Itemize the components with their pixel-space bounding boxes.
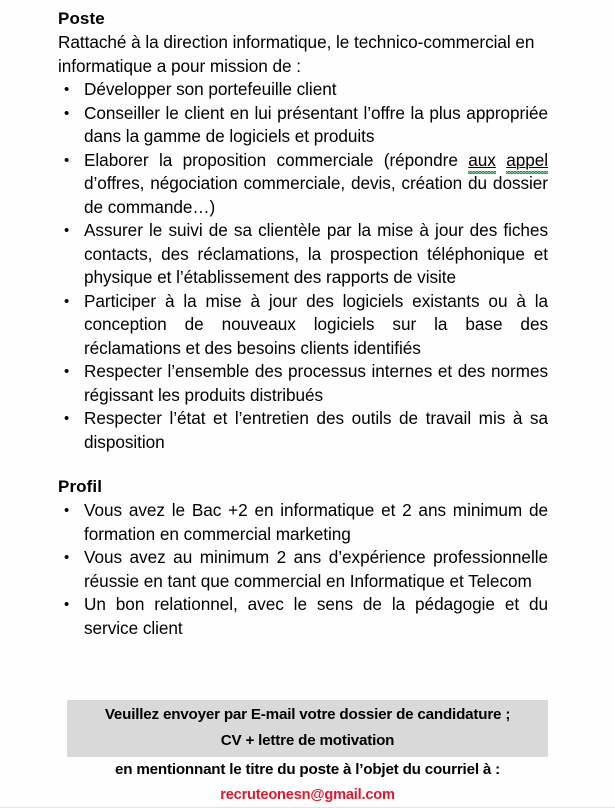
bullet-item [58,78,548,102]
bullet-list-profil [58,499,548,640]
footer-line-3: en mentionnant le titre du poste à l’objet du courriel à : [114,761,500,778]
section-heading-profil: Profil [58,477,103,496]
bullet-item [58,593,548,640]
bullet-text: Un bon relationnel, avec le sens de la pédagogie et du service client [84,594,548,638]
bullet-item [58,546,548,593]
bullet-text: Respecter l’état et l’entretien des outils de travail mis à sa disposition [84,408,548,452]
section-spacer [58,454,548,476]
section-poste [58,8,548,454]
bullet-item [58,149,548,220]
bullet-text: Vous avez le Bac +2 en informatique et 2 ans minimum de formation en commercial marketing [84,500,548,544]
bullet-text: Conseiller le client en lui présentant l’offre la plus appropriée dans la gamme de logiciels et produits [84,102,548,146]
footer-line-1: Veuillez envoyer par E-mail votre dossier de candidature ; [104,706,511,723]
bullet-text: Vous avez au minimum 2 ans d’expérience professionnelle réussie en tant que commercial en Informatique et Telecom [84,547,548,591]
section-intro-poste: Rattaché à la direction informatique, le technico-commercial en informatique a pour mission de : [58,32,535,76]
footer-email-link[interactable]: recruteonesn@gmail.com [220,787,395,803]
bullet-item [58,499,548,546]
section-heading-poste: Poste [58,9,105,28]
bullet-text: Assurer le suivi de sa clientèle par la mise à jour des fiches contacts, des réclamations, la prospection téléphonique et physique et l’établissement des rapports de visite [84,220,548,287]
footer-line-2: CV + lettre de motivation [220,732,395,749]
document-body [58,8,548,640]
bullet-list-poste [58,78,548,454]
spellcheck-marked-word: appel [506,149,548,170]
bullet-text: Respecter l’ensemble des processus internes et des normes régissant les produits distribués [84,361,548,405]
bullet-text: Elaborer la proposition commerciale (répondre aux appel d’offres, négociation commerciale, devis, création du dossier de commande…) [84,149,548,217]
bullet-item [58,102,548,149]
bullet-item [58,290,548,361]
bullet-text: Développer son portefeuille client [84,79,337,99]
bullet-item [58,219,548,290]
footer-highlight [67,700,548,757]
bullet-text: Participer à la mise à jour des logiciels existants ou à la conception de nouveaux logiciels sur la base des réclamations et des besoins clients identifiés [84,290,548,358]
spellcheck-marked-word: aux [468,149,496,170]
bullet-item [58,407,548,454]
section-profil [58,476,548,640]
bullet-item [58,360,548,407]
footer-contact-block [0,700,615,807]
